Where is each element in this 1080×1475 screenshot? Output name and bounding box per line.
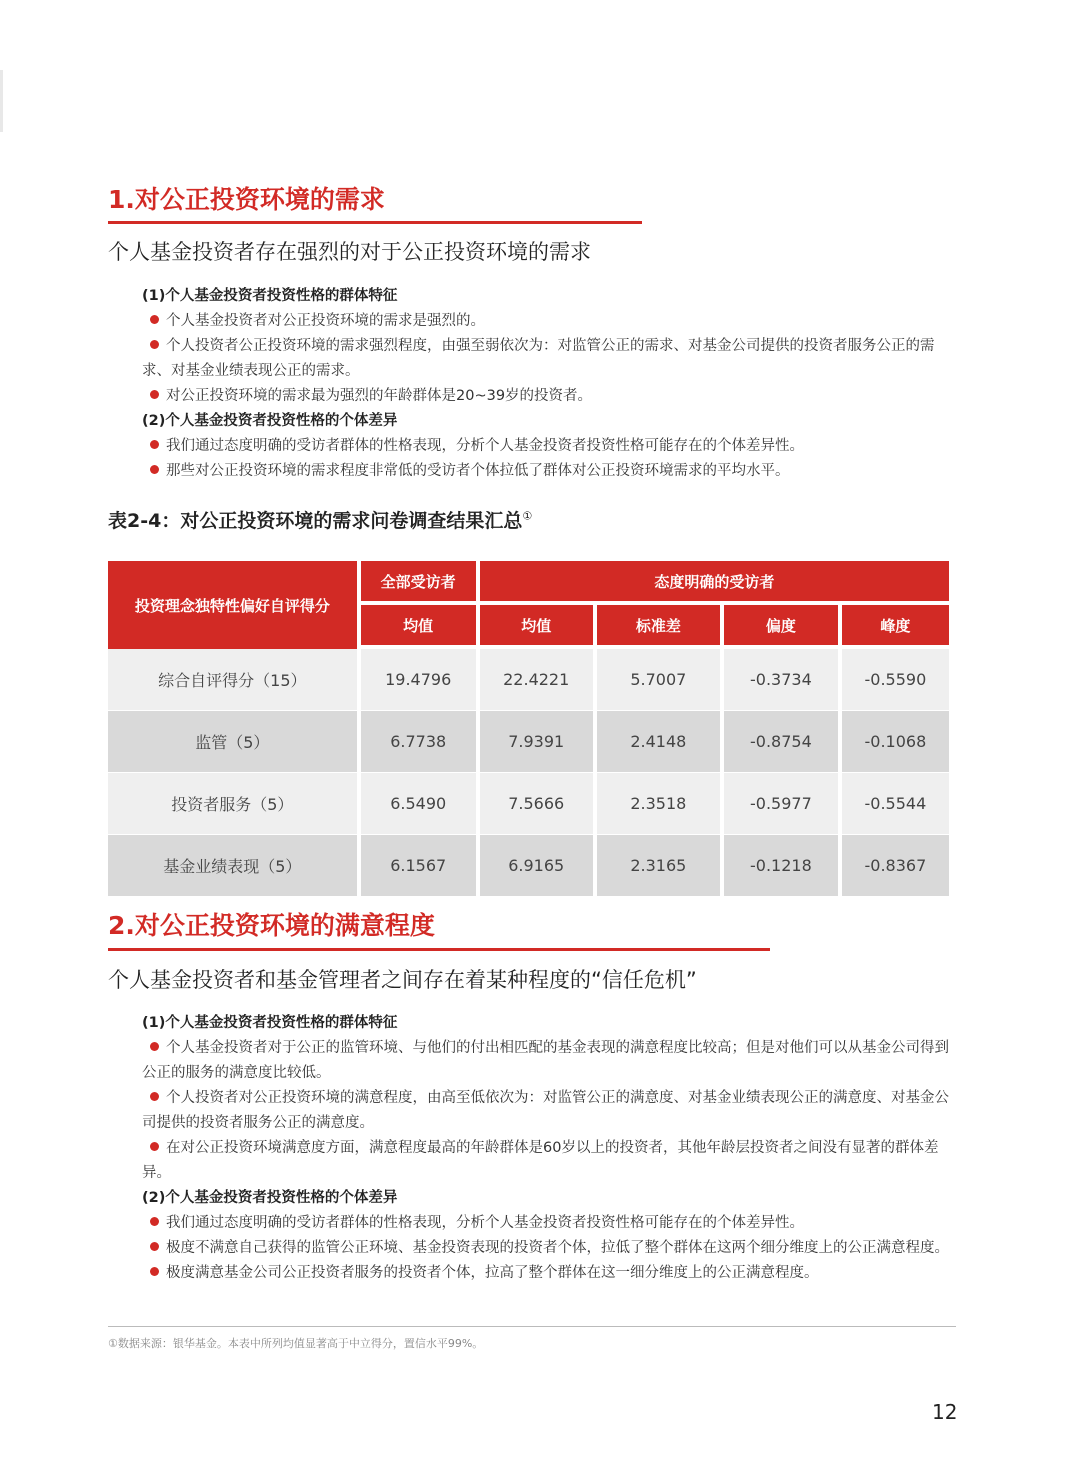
section2-body [142,1011,962,1286]
bullet: 极度满意基金公司公正投资者服务的投资者个体，拉高了整个群体在这一细分维度上的公正满意程度。 [142,1261,962,1286]
table-cell: 5.7007 [597,649,720,711]
row-label: 基金业绩表现（5） [108,835,357,897]
table-cell: -0.8367 [842,835,949,897]
bullet: 个人基金投资者对公正投资环境的需求是强烈的。 [142,309,962,334]
table-cell: -0.5544 [842,773,949,835]
bullet: 我们通过态度明确的受访者群体的性格表现，分析个人基金投资者投资性格可能存在的个体差异性。 [142,434,962,459]
table-row [108,773,949,835]
table-cell: 6.9165 [480,835,593,897]
table-cell: 6.1567 [361,835,476,897]
bullet-icon [150,390,159,399]
row-header: 投资理念独特性偏好自评得分 [108,561,357,649]
table-cell: -0.1068 [842,711,949,773]
bullet: 个人投资者公正投资环境的需求强烈程度，由强至弱依次为：对监管公正的需求、对基金公司提供的投资者服务公正的需求、对基金业绩表现公正的需求。 [142,338,935,379]
page-number: 12 [932,1400,958,1424]
table-cell: -0.5590 [842,649,949,711]
footnote-divider [108,1326,956,1327]
bullet-icon [150,440,159,449]
section2-subtitle: 个人基金投资者和基金管理者之间存在着某种程度的“信任危机” [108,968,697,992]
col-header: 标准差 [597,605,720,649]
table-row [108,649,949,711]
bullet: 我们通过态度明确的受访者群体的性格表现，分析个人基金投资者投资性格可能存在的个体差异性。 [142,1211,962,1236]
subhead: (1)个人基金投资者投资性格的群体特征 [142,288,398,304]
row-label: 投资者服务（5） [108,773,357,835]
table-cell: 2.4148 [597,711,720,773]
bullet-icon [150,1042,159,1051]
section1-body [142,284,962,484]
table-row [108,711,949,773]
col-header: 峰度 [842,605,949,649]
table-cell: 6.5490 [361,773,476,835]
footnote: ①数据来源：银华基金。本表中所列均值显著高于中立得分，置信水平99%。 [108,1337,484,1350]
bullet: 在对公正投资环境满意度方面，满意程度最高的年龄群体是60岁以上的投资者，其他年龄层投资者之间没有显著的群体差异。 [142,1140,939,1181]
bullet: 对公正投资环境的需求最为强烈的年龄群体是20~39岁的投资者。 [142,384,962,409]
bullet-icon [150,1217,159,1226]
table-row [108,835,949,897]
subhead: (2)个人基金投资者投资性格的个体差异 [142,1190,398,1206]
table-title: 表2-4：对公正投资环境的需求问卷调查结果汇总① [108,509,533,532]
col-header: 偏度 [724,605,838,649]
table-cell: -0.1218 [724,835,838,897]
table-cell: 22.4221 [480,649,593,711]
edge-mark [0,70,3,132]
bullet-icon [150,340,159,349]
table-cell: -0.3734 [724,649,838,711]
section2-title: 2.对公正投资环境的满意程度 [108,911,435,940]
group-clear: 态度明确的受访者 [480,561,949,605]
section1-title: 1.对公正投资环境的需求 [108,185,385,214]
bullet-icon [150,1142,159,1151]
col-header: 均值 [361,605,476,649]
bullet: 那些对公正投资环境的需求程度非常低的受访者个体拉低了群体对公正投资环境需求的平均水平。 [142,459,962,484]
table-cell: 19.4796 [361,649,476,711]
col-header: 均值 [480,605,593,649]
group-all: 全部受访者 [361,561,476,605]
table-cell: 6.7738 [361,711,476,773]
section1-subtitle: 个人基金投资者存在强烈的对于公正投资环境的需求 [108,240,591,264]
bullet-icon [150,1267,159,1276]
results-table [104,561,953,897]
bullet: 极度不满意自己获得的监管公正环境、基金投资表现的投资者个体，拉低了整个群体在这两个细分维度上的公正满意程度。 [142,1236,962,1261]
subhead: (1)个人基金投资者投资性格的群体特征 [142,1015,398,1031]
row-label: 监管（5） [108,711,357,773]
table-cell: -0.8754 [724,711,838,773]
bullet-icon [150,1242,159,1251]
table-cell: 2.3165 [597,835,720,897]
section1-rule [108,221,642,224]
bullet: 个人基金投资者对于公正的监管环境、与他们的付出相匹配的基金表现的满意程度比较高；但是对他们可以从基金公司得到公正的服务的满意度比较低。 [142,1040,949,1081]
bullet-icon [150,465,159,474]
bullet-icon [150,315,159,324]
row-label: 综合自评得分（15） [108,649,357,711]
section2-rule [108,948,770,951]
subhead: (2)个人基金投资者投资性格的个体差异 [142,413,398,429]
table-cell: 7.9391 [480,711,593,773]
table-cell: -0.5977 [724,773,838,835]
table-cell: 7.5666 [480,773,593,835]
table-cell: 2.3518 [597,773,720,835]
bullet: 个人投资者对公正投资环境的满意程度，由高至低依次为：对监管公正的满意度、对基金业绩表现公正的满意度、对基金公司提供的投资者服务公正的满意度。 [142,1090,949,1131]
bullet-icon [150,1092,159,1101]
